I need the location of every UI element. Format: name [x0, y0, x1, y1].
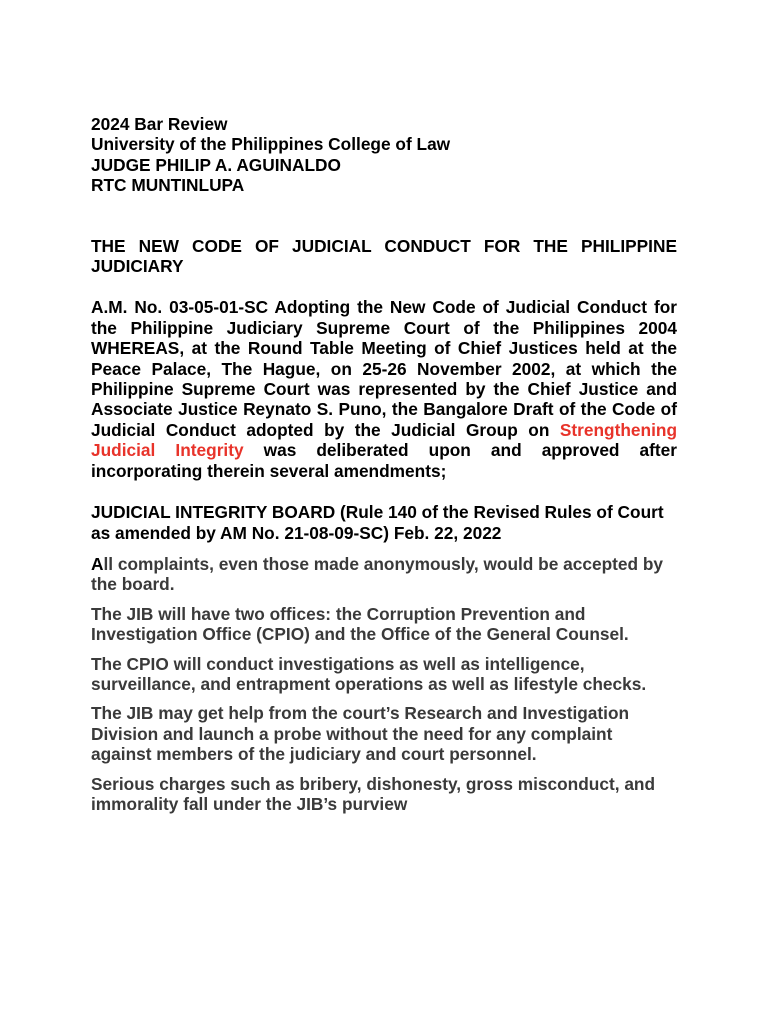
jib-point-3: The CPIO will conduct investigations as well as intelligence, surveillance, and entrapment operations as well as lifestyle checks.: [91, 653, 647, 694]
jib-point-1-initial: A: [91, 553, 104, 574]
am-paragraph: [91, 297, 677, 481]
jib-point-4: The JIB may get help from the court’s Research and Investigation Division and launch a probe without the need for any complaint against members of the judiciary and court personnel.: [91, 703, 630, 765]
am-text-before: A.M. No. 03-05-01-SC Adopting the New Code of Judicial Conduct for the Philippine Judiciary Supreme Court of the Philippines 2004 WHEREAS, at the Round Table Meeting of Chief Justices held at the Peace Palace, The Hague, on 25-26 November 2002, at which the Philippine Supreme Court was represented by the Chief Justice and Associate Justice Reynato S. Puno, the Bangalore Draft of the Code of Judicial Conduct adopted by the Judicial Group on: [91, 297, 677, 440]
jib-point-5: Serious charges such as bribery, dishonesty, gross misconduct, and immorality fall under the JIB’s purview: [91, 773, 656, 814]
document-header: [91, 114, 677, 196]
document-page: [91, 114, 677, 814]
header-school: University of the Philippines College of Law: [91, 134, 451, 155]
am-text-after: was deliberated upon and approved after incorporating therein several amendments;: [91, 440, 678, 481]
am-highlight: Strengthening Judicial Integrity: [91, 419, 677, 461]
jib-point-1: [91, 554, 677, 595]
header-course: 2024 Bar Review: [91, 114, 228, 134]
jib-point-2: The JIB will have two offices: the Corruption Prevention and Investigation Office (CPIO) and the Office of the General Counsel.: [91, 603, 629, 645]
jib-heading: JUDICIAL INTEGRITY BOARD (Rule 140 of the Revised Rules of Court as amended by AM No. 21-08-09-SC) Feb. 22, 2022: [91, 502, 664, 543]
document-title: THE NEW CODE OF JUDICIAL CONDUCT FOR THE PHILIPPINE JUDICIARY: [91, 235, 677, 277]
jib-point-1-text: ll complaints, even those made anonymously, would be accepted by the board.: [91, 553, 664, 595]
header-judge: JUDGE PHILIP A. AGUINALDO: [91, 154, 341, 175]
header-court: RTC MUNTINLUPA: [91, 175, 245, 196]
